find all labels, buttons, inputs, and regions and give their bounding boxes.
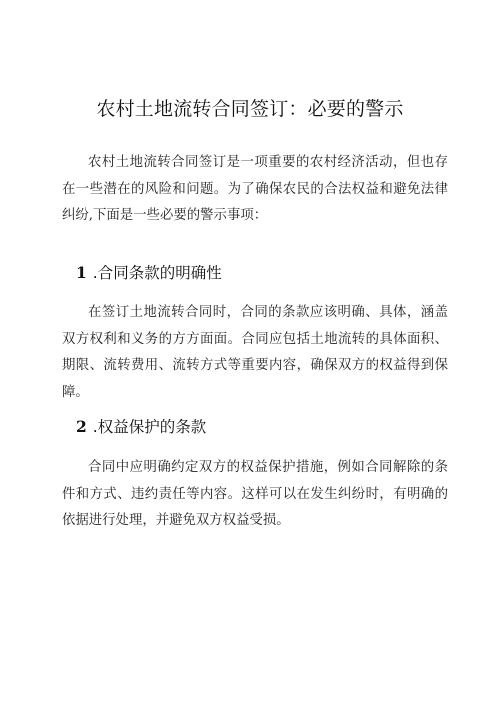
section-heading-1	[76, 262, 222, 284]
section-body-1: 在签订土地流转合同时，合同的条款应该明确、具体，涵盖双方权利和义务的方方面面。合同应包括土地流转的具体面积、期限、流转费用、流转方式等重要内容，确保双方的权益得到保障。	[62, 305, 448, 400]
section-number-2: 2	[76, 417, 87, 436]
intro-paragraph: 农村土地流转合同签订是一项重要的农村经济活动，但也存在一些潜在的风险和问题。为了确保农民的合法权益和避免法律纠纷,下面是一些必要的警示事项：	[62, 155, 448, 223]
page-title: 农村土地流转合同签订：必要的警示	[96, 98, 404, 120]
section-heading-text-2: .权益保护的条款	[92, 418, 207, 436]
section-body-2: 合同中应明确约定双方的权益保护措施，例如合同解除的条件和方式、违约责任等内容。这样可以在发生纠纷时，有明确的依据进行处理，并避免双方权益受损。	[62, 460, 448, 528]
section-heading-text-1: .合同条款的明确性	[92, 264, 222, 282]
section-heading-2	[76, 416, 206, 438]
section-number-1: 1	[76, 263, 87, 282]
